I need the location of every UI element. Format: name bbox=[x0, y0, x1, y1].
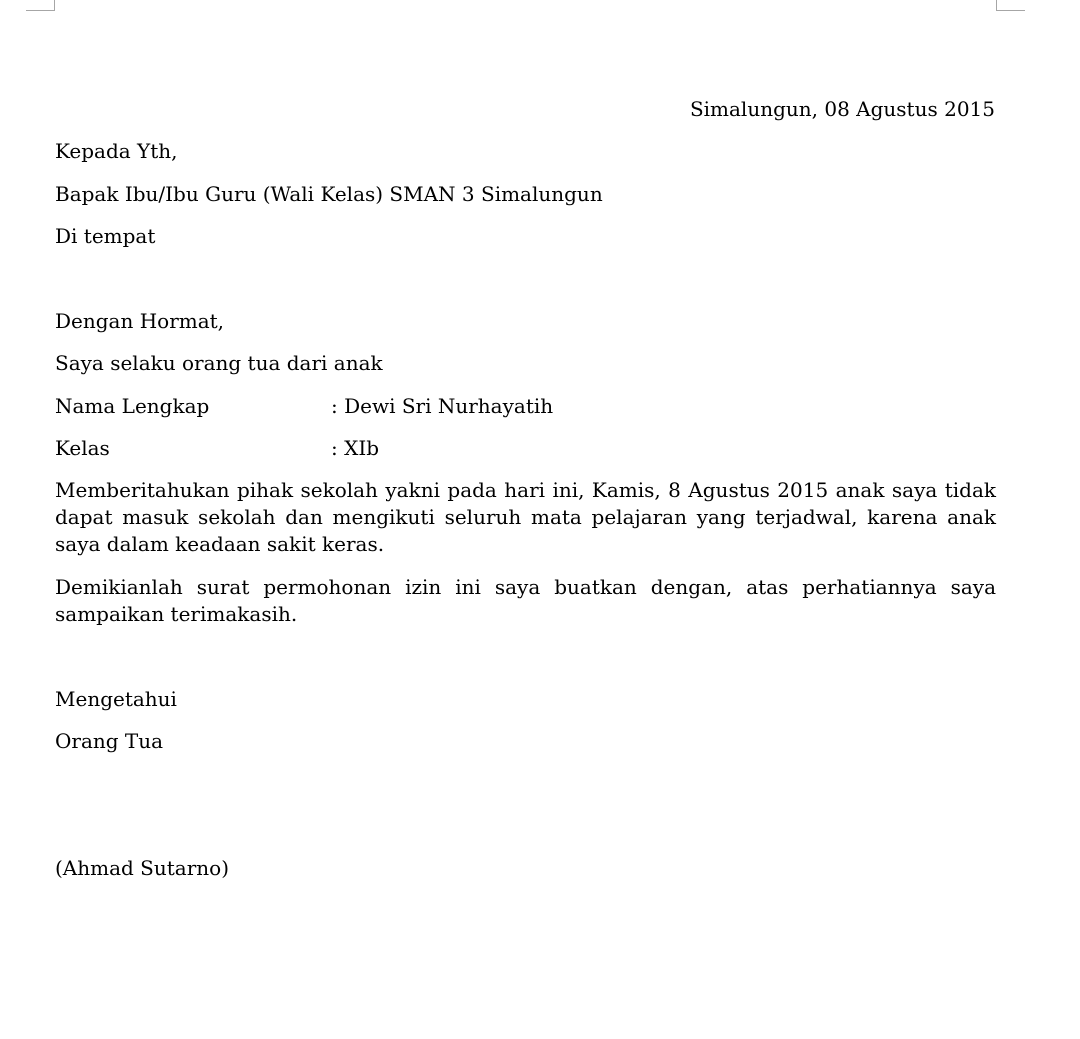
intro-text: Saya selaku orang tua dari anak bbox=[55, 351, 383, 375]
name-value: : Dewi Sri Nurhayatih bbox=[331, 394, 554, 418]
signature-name: (Ahmad Sutarno) bbox=[55, 856, 230, 880]
margin-corner-mark-left bbox=[26, 0, 55, 11]
class-value: : XIb bbox=[331, 436, 380, 460]
name-label: Nama Lengkap bbox=[55, 394, 210, 418]
signature-acknowledge: Mengetahui bbox=[55, 687, 177, 711]
letter-date: Simalungun, 08 Agustus 2015 bbox=[689, 97, 995, 121]
salutation: Dengan Hormat, bbox=[55, 309, 225, 333]
class-label: Kelas bbox=[55, 436, 110, 460]
signature-role: Orang Tua bbox=[55, 729, 164, 753]
margin-corner-mark-right bbox=[996, 0, 1025, 11]
recipient-line-2: Bapak Ibu/Ibu Guru (Wali Kelas) SMAN 3 Simalungun bbox=[55, 182, 603, 206]
body-paragraph: Memberitahukan pihak sekolah yakni pada hari ini, Kamis, 8 Agustus 2015 anak saya tidak dapat masuk sekolah dan mengikuti seluruh mata pelajaran yang terjadwal, karena anak saya dalam keadaan sakit keras. bbox=[55, 478, 996, 556]
recipient-line-1: Kepada Yth, bbox=[55, 139, 178, 163]
recipient-line-3: Di tempat bbox=[55, 224, 156, 248]
closing-paragraph: Demikianlah surat permohonan izin ini saya buatkan dengan, atas perhatiannya saya sampaikan terimakasih. bbox=[55, 575, 996, 626]
